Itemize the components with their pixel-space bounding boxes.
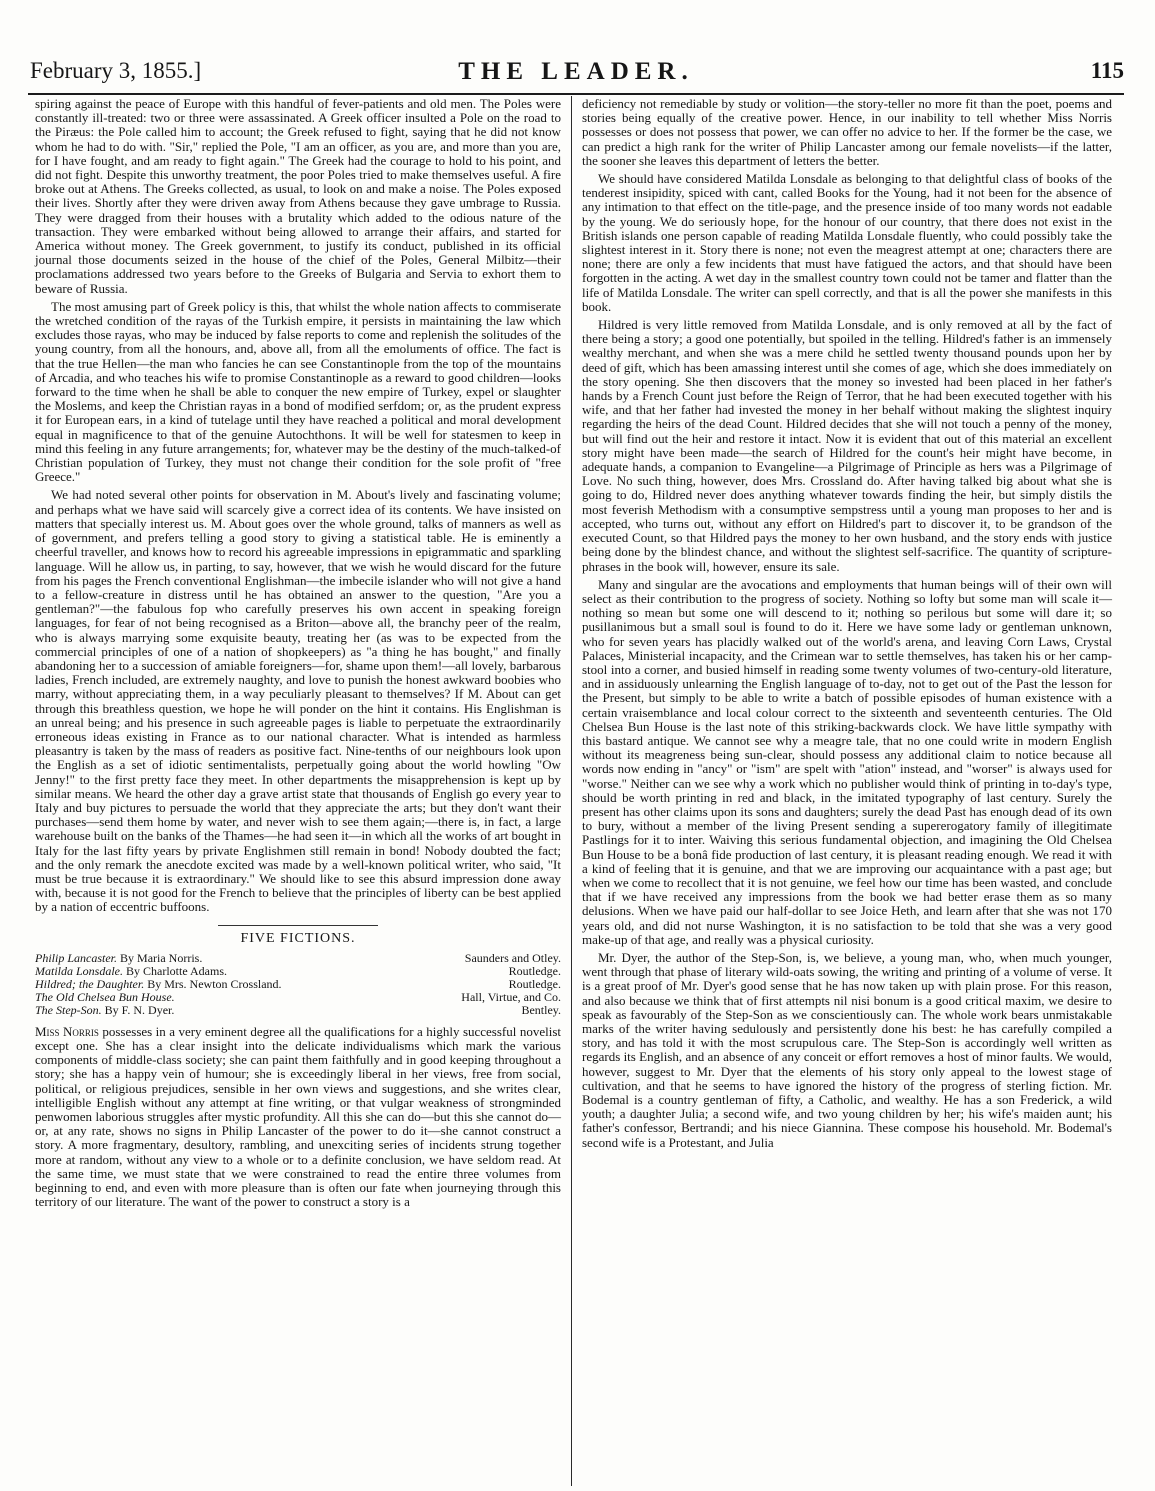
- book-author: By Mrs. Newton Crossland.: [147, 976, 282, 991]
- article-paragraph: The most amusing part of Greek policy is this, that whilst the whole nation affects to commiserate the wretched condition of the rayas of the Turkish empire, it persists in maintaining the law which excludes those rayas, who may be induced by false reports to come and replenish the solitudes of the young country, from all the honours, and, above all, from all the emoluments of office. The fact is that the true Hellen—the man who fancies he can see Constantinople from the top of the mountains of Arcadia, and who teaches his wife to promise Constantinople as a reward to good children—looks forward to the time when he shall be able to conquer the new empire of Turkey, expel or slaughter the Moslems, and keep the Christian rayas in a bond of modified serfdom; or, as the prudent express it for European ears, in a kind of tutelage until they have reached a political and moral development equal in magnificence to that of the genuine Autochthons. It will be well for statesmen to keep in mind this feeling in any future arrangements; for, whatever may be the destiny of the much-talked-of Christian population of Turkey, they must not change their condition for the sole profit of "free Greece.": [35, 298, 561, 485]
- newspaper-title: THE LEADER.: [458, 58, 694, 85]
- book-author: By Maria Norris.: [120, 950, 203, 965]
- review-text: possesses in a very eminent degree all the qualifications for a highly successful novelist except one. She has a clear insight into the delicate individualisms which mark the various components of middle-class society; she can paint them faithfully and in good keeping throughout a story; she has a happy vein of humour; she is exceedingly liberal in her views, free from social, political, or religious prejudices, sensible in her own views and suggestions, and she writes clear, intelligible English without any attempt at fine writing, or that vulgar weakness of strongminded penwomen laborious struggles after mystic profundity. All this she can do—but this she cannot do—or, at any rate, shows no signs in Philip Lancaster of the power to do it—she cannot construct a story. A more fragmentary, desultory, rambling, and unexciting series of incidents strung together more at random, without any view to a whole or to a definite conclusion, we have seldom read. At the same time, we must state that we were constrained to read the entire three volumes from beginning to end, and even with more pleasure than is often our fate when journeying through this territory of our literature. The want of the power to construct a story is a: [35, 1023, 561, 1210]
- section-heading: FIVE FICTIONS.: [240, 930, 356, 946]
- book-publisher: Bentley.: [521, 1002, 561, 1017]
- book-publisher: Saunders and Otley.: [464, 950, 561, 965]
- book-publisher: Hall, Virtue, and Co.: [461, 989, 561, 1004]
- review-paragraph: [35, 1025, 561, 1210]
- masthead: [26, 56, 1126, 96]
- book-title: Philip Lancaster.: [35, 950, 118, 965]
- right-column: [582, 97, 1112, 1154]
- book-author: By F. N. Dyer.: [104, 1002, 175, 1017]
- book-publisher: Routledge.: [508, 976, 561, 991]
- left-column: [35, 97, 561, 1213]
- page-number: 115: [1090, 58, 1124, 83]
- section-divider: [218, 925, 378, 926]
- book-publisher: Routledge.: [508, 963, 561, 978]
- book-title: Hildred; the Daughter.: [35, 976, 145, 991]
- review-paragraph: Hildred is very little removed from Matilda Lonsdale, and is only removed at all by the fact of there being a story; a good one potentially, but spoiled in the telling. Hildred's father is an immensely wealthy merchant, and when she was a mere child he settled twenty thousand pounds upon her by deed of gift, which has been amassing interest until she comes of age, which she does immediately on the story opening. She then discovers that the money so invested had been placed in her father's hands by a French Count just before the Reign of Terror, that he had been executed together with his wife, and that her father had invested the money in her behalf without making the slightest inquiry regarding the heirs of the dead Count. Hildred decides that she will not touch a penny of the money, but will find out the heir and restore it intact. Now it is evident that out of this material an excellent story might have been made—the search of Hildred for the count's heir might have become, in adequate hands, a companion to Evangeline—a Pilgrimage of Principle as hers was a Pilgrimage of Love. No such thing, however, does Mrs. Crossland do. After having talked big about what she is going to do, Hildred never does anything whatever towards finding the heir, but simply distils the most feverish Methodism with a consumptive sempstress until a young man proposes to her and is accepted, who turns out, without any effort on Hildred's part to discover it, to be grandson of the executed Count, so that Hildred pays the money to her own husband, and the story ends with justice being done by the blindest chance, and without the slightest self-sacrifice. The quantity of scripture-phrases in the book will, however, ensure its sale.: [582, 317, 1112, 574]
- review-paragraph: Mr. Dyer, the author of the Step-Son, is, we believe, a young man, who, when much younger, went through that phase of literary wild-oats sowing, the writing and printing of a volume of verse. It is a great proof of Mr. Dyer's good sense that he has now taken up with plain prose. For this reason, and also because we think that of first attempts nil nisi bonum is a good critical maxim, we desire to speak as favourably of the Step-Son as we conscientiously can. The whole work bears unmistakable marks of the writer having sedulously and persistently done his best: he has carefully compiled a story, and has told it with the most scrupulous care. The Step-Son is accordingly well written as regards its English, and an absence of any conceit or effort removes a host of minor faults. We would, however, suggest to Mr. Dyer that the elements of his story only appeal to the lowest stage of cultivation, and that he seems to have ignored the history of the progress of sterling fiction. Mr. Bodemal is a country gentleman of fifty, a Catholic, and wealthy. He has a son Frederick, a wild youth; a daughter Julia; a second wife, and two young children by her; his wife's maiden aunt; his father's confessor, Bertrandi; and his niece Giannina. These compose his household. Mr. Bodemal's second wife is a Protestant, and Julia: [582, 949, 1112, 1150]
- book-list: [35, 952, 561, 1017]
- book-author: By Charlotte Adams.: [126, 963, 228, 978]
- review-paragraph: We should have considered Matilda Lonsdale as belonging to that delightful class of books of the tenderest insipidity, spiced with cant, called Books for the Young, had it not been for the absence of any intimation to that effect on the title-page, and the presence inside of too many words not eadable by the young. We do seriously hope, for the honour of our country, that there does not exist in the British islands one person capable of reading Matilda Lonsdale fluently, who could possibly take the slightest interest in it. Story there is none; not even the meagrest attempt at one; characters there are none; there are only a few incidents that must have fatigued the actors, and that should have been forgotten in the acting. A wet day in the smallest country town could not be tamer and flatter than the life of Matilda Lonsdale. The writer can spell correctly, and that is all the power she manifests in this book.: [582, 171, 1112, 314]
- book-title: Matilda Lonsdale.: [35, 963, 124, 978]
- book-title: The Step-Son.: [35, 1002, 102, 1017]
- article-paragraph: We had noted several other points for observation in M. About's lively and fascinating volume; and perhaps what we have said will scarcely give a correct idea of its contents. We have insisted on matters that specially interest us. M. About goes over the whole ground, talks of manners as well as of government, and prefers telling a good story to giving a statistical table. He is eminently a cheerful traveller, and knows how to record his agreeable impressions in epigrammatic and sparkling language. Will he allow us, in parting, to say, however, that we wish he would discard for the future from his pages the French conventional Englishman—the imbecile islander who will not give a hand to a fellow-creature in distress until he has obtained an answer to the question, "Are you a gentleman?"—the fabulous fop who carefully preserves his own accent in speaking foreign languages, for fear of not being recognised as a Briton—above all, the branchy peer of the realm, who is always marrying some exquisite beauty, treating her (as was to be expected from the commercial principles of one of a nation of shopkeepers) as "a thing he has bought," and finally abandoning her to a succession of amiable foreigners—for, shame upon them!—all lovely, barbarous ladies, French included, are extremely naughty, and love to punish the honest awkward boobies who marry, without appreciating them, in a way peculiarly pleasant to themselves? If M. About can get through this breathless question, we hope he will ponder on the hint it contains. His Englishman is an unreal being; and his presence in such agreeable pages is liable to perpetuate the extraordinarily erroneous ideas existing in France as to our national character. What is intended as harmless pleasantry is taken by the mass of readers as positive fact. Nine-tenths of our neighbours look upon the English as a set of idiotic sentimentalists, perpetually going about the world howling "Ow Jenny!" to the first pretty face they meet. In other departments the misapprehension is kept up by similar means. We heard the other day a grave artist state that thousands of English go every year to Italy and buy pictures to persuade the world that they appreciate the arts; but they don't want their purchases—send them home by water, and never wish to see them again;—there is, in fact, a large warehouse built on the banks of the Thames—he had seen it—in which all the works of art bought in Italy for the last fifty years by private Englishmen still remain in bond! Nobody doubted the fact; and the only remark the anecdote excited was made by a well-known political writer, who said, "It must be true because it is extraordinary." We should like to see this absurd impression done away with, because it is not good for the French to believe that the principles of liberty can be best applied by a nation of eccentric buffoons.: [35, 487, 561, 915]
- book-entry: [35, 1004, 561, 1017]
- review-lead: Miss Norris: [35, 1023, 99, 1039]
- masthead-rule: [28, 93, 1124, 95]
- issue-date: February 3, 1855.]: [30, 58, 202, 83]
- review-paragraph: Many and singular are the avocations and employments that human beings will of their own will select as their contribution to the progress of society. Nothing so lofty but some man will scale it—nothing so mean but some one will descend to it; nothing so perilous but some will dare it; so pusillanimous but a small soul is found to do it. Here we have some lady or gentleman unknown, who for seven years has placidly walked out of the world's arena, and leaving Corn Laws, Crystal Palaces, Ministerial incapacity, and the Crimean war to settle themselves, has taken his or her camp-stool into a corner, and busied himself in reading some twenty volumes of two-century-old literature, and in assiduously unlearning the English language of to-day, not to get out of the Past the lesson for the Present, but simply to be able to write a batch of possible episodes of human existence with a certain vraisemblance and local colour correct to the sixteenth and seventeenth centuries. The Old Chelsea Bun House is the last note of this striking-backwards clock. We have little sympathy with this bastard antique. We cannot see why a meagre tale, that no one could write in modern English without its meagreness being sun-clear, should possess any additional claim to notice because all words now ending in "ancy" or "ism" are spelt with "ation" instead, and "worser" is always used for "worse." Neither can we see why a work which no publisher would think of printing in to-day's type, should be worth printing in red and black, in the imitated typography of last century. Surely the present has other claims upon its sons and daughters; surely the dead Past has enough dead of its own to bury, without a member of the living Present sending a supererogatory family of illegitimate Pastlings for it to inter. Waiving this serious fundamental objection, and imagining the Old Chelsea Bun House to be a bonâ fide production of last century, it is pleasant reading enough. We read it with a kind of feeling that it is genuine, and that we are improving our acquaintance with a past age; but when we come to recollect that it is not genuine, we feel how our time has been wasted, and conclude that if we have received any impressions from the book we had better erase them as so many delusions. When we have paid our half-dollar to see Joice Heth, and learn after that she was not 170 years old, and did not nurse Washington, it is no satisfaction to be told that she was a very good make-up of that age, and really was a physical curiosity.: [582, 576, 1112, 947]
- column-divider: [571, 96, 572, 1486]
- book-title: The Old Chelsea Bun House.: [35, 989, 175, 1004]
- article-paragraph: spiring against the peace of Europe with this handful of fever-patients and old men. The Poles were constantly ill-treated: two or three were assassinated. A Greek officer insulted a Pole on the road to the Piræus: the Pole called him to account; the Greek refused to fight, saying that he did not know whom he had to do with. "Sir," replied the Pole, "I am an officer, as you are, and more than you are, for I have fought, and am ready to fight again." The Greek had the courage to hold to his point, and did not fight. Despite this unworthy treatment, the poor Poles tried to make themselves useful. A fire broke out at Athens. The Greeks collected, as usual, to look on and make a noise. The Poles exposed their lives. Shortly after they were driven away from Athens because they gave umbrage to Russia. They were dragged from their houses with a brutality which added to the odious nature of the transaction. They were embarked without being allowed to arrange their affairs, and started for America without money. The Greek government, to justify its conduct, published in its official journal those documents seized in the house of the chief of the Poles, General Milbitz—their proclamations addressed two years before to the Greeks of Bulgaria and Servia to exhort them to beware of Russia.: [35, 96, 561, 296]
- review-paragraph: deficiency not remediable by study or volition—the story-teller no more fit than the poet, poems and stories being equally of the creative power. Hence, in our inability to tell whether Miss Norris possesses or does not possess that power, we can offer no advice to her. If the former be the case, we can predict a high rank for the writer of Philip Lancaster among our female novelists—if the latter, the sooner she leaves this department of letters the better.: [582, 96, 1112, 168]
